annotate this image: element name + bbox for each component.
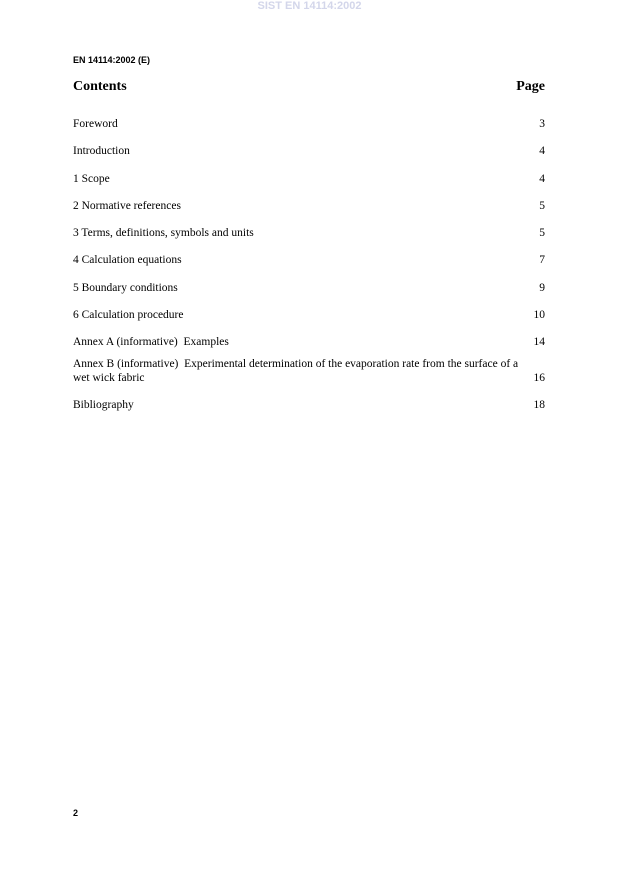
page-number: 2 <box>73 808 79 818</box>
watermark: SIST EN 14114:2002 <box>257 0 362 12</box>
table-of-contents <box>73 117 545 412</box>
toc-entry-page: 14 <box>533 336 545 348</box>
toc-entry-calculation-procedure[interactable] <box>73 308 545 322</box>
toc-entry-title: Foreword <box>73 118 118 130</box>
toc-entry-page: 5 <box>539 200 545 212</box>
toc-entry-title: 5 Boundary conditions <box>73 282 178 294</box>
toc-entry-page: 9 <box>539 282 545 294</box>
toc-entry-normative-references[interactable] <box>73 199 545 213</box>
toc-entry-title: 2 Normative references <box>73 200 181 212</box>
toc-entry-calculation-equations[interactable] <box>73 253 545 267</box>
toc-entry-page: 7 <box>539 254 545 266</box>
toc-entry-page: 16 <box>533 372 545 384</box>
toc-entry-annex-b[interactable] <box>73 357 545 385</box>
toc-entry-title: 3 Terms, definitions, symbols and units <box>73 227 254 239</box>
toc-entry-page: 5 <box>539 227 545 239</box>
toc-entry-introduction[interactable] <box>73 144 545 158</box>
toc-entry-page: 18 <box>533 399 545 411</box>
toc-entry-title: Bibliography <box>73 399 134 411</box>
toc-entry-page: 4 <box>539 145 545 157</box>
page-column-title: Page <box>516 79 545 94</box>
toc-entry-scope[interactable] <box>73 172 545 186</box>
toc-entry-page: 10 <box>533 309 545 321</box>
toc-entry-annex-a[interactable] <box>73 335 545 349</box>
toc-entry-foreword[interactable] <box>73 117 545 131</box>
toc-entry-title: Annex B (informative) Experimental determination of the evaporation rate from the surface of a wet wick fabric <box>73 358 522 384</box>
toc-entry-bibliography[interactable] <box>73 398 545 412</box>
toc-entry-title: 4 Calculation equations <box>73 254 182 266</box>
toc-entry-boundary-conditions[interactable] <box>73 281 545 295</box>
toc-entry-title: Annex A (informative) Examples <box>73 336 229 348</box>
toc-entry-title: 6 Calculation procedure <box>73 309 184 321</box>
document-reference: EN 14114:2002 (E) <box>73 55 151 65</box>
toc-entry-title: 1 Scope <box>73 173 110 185</box>
toc-entry-page: 4 <box>539 173 545 185</box>
toc-entry-page: 3 <box>539 118 545 130</box>
contents-heading-row <box>73 79 545 95</box>
toc-entry-terms-definitions[interactable] <box>73 226 545 240</box>
toc-entry-title: Introduction <box>73 145 130 157</box>
contents-title: Contents <box>73 79 127 94</box>
